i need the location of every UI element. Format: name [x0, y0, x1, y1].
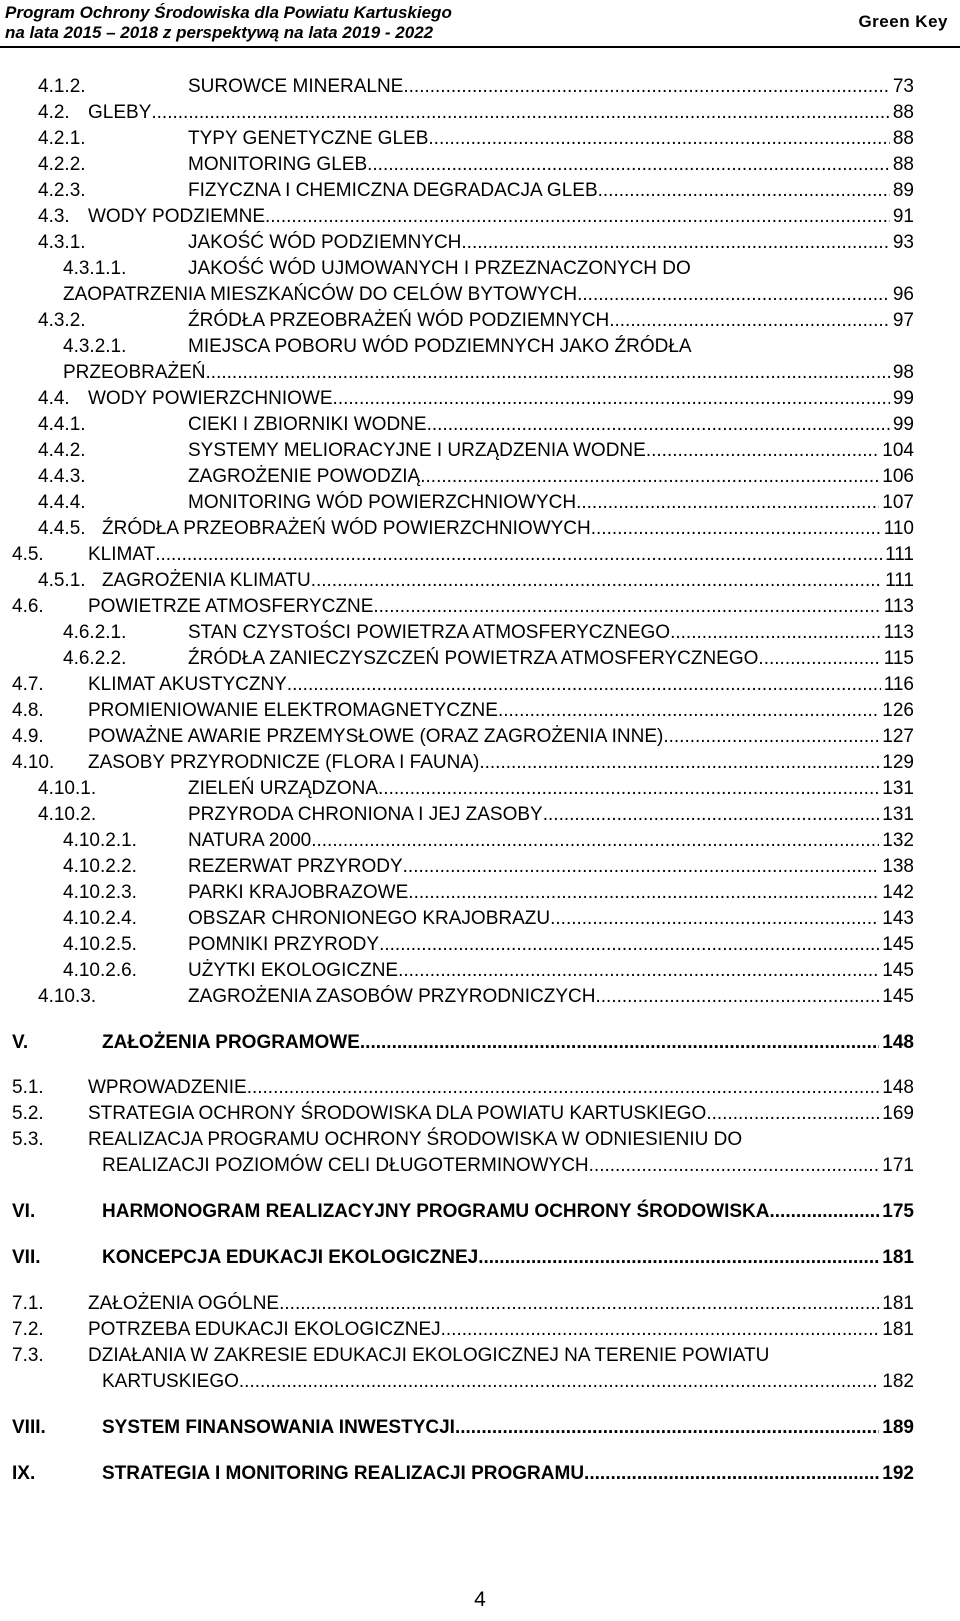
toc-entry[interactable] [0, 906, 960, 932]
toc-leader-dots [311, 828, 879, 854]
toc-entry-page: 97 [892, 310, 914, 331]
toc-entry-title: MIEJSCA POBORU WÓD PODZIEMNYCH JAKO ŹRÓDŁA [188, 336, 692, 357]
toc-leader-dots [373, 594, 880, 620]
page-number: 4 [474, 1588, 486, 1611]
toc-entry-page: 181 [882, 1247, 914, 1268]
toc-entry[interactable] [0, 74, 960, 100]
toc-entry-title: JAKOŚĆ WÓD UJMOWANYCH I PRZEZNACZONYCH DO [188, 258, 691, 279]
toc-leader-dots [646, 438, 879, 464]
page-header [0, 0, 960, 46]
toc-leader-dots [367, 152, 890, 178]
toc-entry-title: KONCEPCJA EDUKACJI EKOLOGICZNEJ [102, 1247, 479, 1268]
toc-entry-title: OBSZAR CHRONIONEGO KRAJOBRAZU [188, 908, 551, 929]
toc-entry-number: 4.2. [38, 102, 70, 123]
toc-entry[interactable] [0, 802, 960, 828]
toc-entry-title: STRATEGIA I MONITORING REALIZACJI PROGRAMU [102, 1463, 585, 1484]
toc-entry-page: 138 [882, 856, 914, 877]
toc-leader-dots [239, 1369, 879, 1395]
toc-entry-title: NATURA 2000 [188, 830, 312, 851]
toc-entry[interactable] [0, 594, 960, 620]
toc-entry-number: 4.10.2.5. [63, 934, 137, 955]
toc-entry[interactable] [0, 854, 960, 880]
toc-entry-title: MONITORING GLEB [188, 154, 368, 175]
toc-leader-dots [379, 932, 879, 958]
toc-entry-number: 5.2. [12, 1103, 44, 1124]
toc-chapter-entry[interactable] [0, 1245, 960, 1271]
toc-leader-dots [758, 646, 880, 672]
toc-entry-title: POTRZEBA EDUKACJI EKOLOGICZNEJ [88, 1319, 441, 1340]
toc-entry-page: 148 [882, 1077, 914, 1098]
toc-entry-page: 104 [882, 440, 914, 461]
toc-entry-page: 96 [892, 284, 914, 305]
toc-entry-number: 4.10.3. [38, 986, 97, 1007]
toc-leader-dots [279, 1291, 879, 1317]
toc-entry-page: 113 [883, 622, 914, 643]
toc-leader-dots [461, 230, 889, 256]
toc-entry-title: WPROWADZENIE [88, 1077, 247, 1098]
toc-entry[interactable] [0, 1317, 960, 1343]
toc-entry-number: 4.3.1.1. [63, 258, 127, 279]
toc-entry-page: 131 [882, 804, 914, 825]
toc-entry-number: 4.3.2. [38, 310, 86, 331]
toc-entry-title: PRZEOBRAŻEŃ [63, 362, 206, 383]
toc-entry[interactable] [0, 412, 960, 438]
toc-entry[interactable] [0, 178, 960, 204]
toc-entry-number: IX. [12, 1463, 36, 1484]
toc-entry-continuation[interactable] [0, 1153, 960, 1179]
toc-entry-title: ŹRÓDŁA ZANIECZYSZCZEŃ POWIETRZA ATMOSFERYCZNEGO [188, 648, 759, 669]
document-title [5, 3, 452, 43]
toc-entry-page: 91 [892, 206, 914, 227]
toc-entry-page: 88 [892, 128, 914, 149]
toc-entry-page: 131 [882, 778, 914, 799]
toc-entry-page: 145 [882, 986, 914, 1007]
toc-entry-title: PRZYRODA CHRONIONA I JEJ ZASOBY [188, 804, 543, 825]
toc-entry-page: 181 [882, 1293, 914, 1314]
toc-leader-dots [670, 620, 881, 646]
toc-leader-dots [706, 1101, 879, 1127]
toc-entry-title: SYSTEMY MELIORACYJNE I URZĄDZENIA WODNE [188, 440, 646, 461]
toc-leader-dots [311, 568, 882, 594]
toc-entry-title: POMNIKI PRZYRODY [188, 934, 380, 955]
toc-leader-dots [550, 906, 879, 932]
toc-entry[interactable] [0, 464, 960, 490]
toc-entry[interactable] [0, 542, 960, 568]
toc-entry-title: STAN CZYSTOŚCI POWIETRZA ATMOSFERYCZNEGO [188, 622, 671, 643]
toc-leader-dots [378, 776, 879, 802]
toc-entry-number: VIII. [12, 1417, 46, 1438]
toc-chapter-entry[interactable] [0, 1199, 960, 1225]
toc-entry-title: SUROWCE MINERALNE [188, 76, 404, 97]
toc-entry-title: ZIELEŃ URZĄDZONA [188, 778, 379, 799]
toc-leader-dots [287, 672, 881, 698]
toc-entry-number: 4.3.2.1. [63, 336, 127, 357]
toc-entry-page: 182 [882, 1371, 914, 1392]
toc-entry-number: 4.10.2.2. [63, 856, 137, 877]
toc-leader-dots [609, 308, 890, 334]
toc-entry[interactable] [0, 1075, 960, 1101]
toc-entry-title: DZIAŁANIA W ZAKRESIE EDUKACJI EKOLOGICZNEJ NA TERENIE POWIATU [88, 1345, 770, 1366]
toc-leader-dots [398, 958, 879, 984]
toc-entry-title: SYSTEM FINANSOWANIA INWESTYCJI [102, 1417, 455, 1438]
toc-entry-page: 171 [882, 1155, 914, 1176]
toc-entry-title: REALIZACJI POZIOMÓW CELI DŁUGOTERMINOWYCH [102, 1155, 589, 1176]
toc-leader-dots [498, 698, 879, 724]
toc-leader-dots [584, 1461, 879, 1487]
toc-entry-page: 99 [892, 388, 914, 409]
toc-entry[interactable] [0, 724, 960, 750]
toc-leader-dots [427, 412, 890, 438]
toc-entry-number: 5.1. [12, 1077, 44, 1098]
toc-entry-number: 4.2.1. [38, 128, 86, 149]
toc-entry-page: 99 [892, 414, 914, 435]
toc-entry-number: 4.6. [12, 596, 44, 617]
toc-entry-number: 4.3. [38, 206, 70, 227]
toc-entry-title: KLIMAT AKUSTYCZNY [88, 674, 287, 695]
toc-entry-number: 4.4.3. [38, 466, 86, 487]
toc-entry[interactable] [0, 1101, 960, 1127]
toc-leader-dots [441, 1317, 880, 1343]
toc-entry[interactable] [0, 334, 960, 360]
toc-leader-dots [420, 464, 879, 490]
toc-entry-title: WODY POWIERZCHNIOWE [88, 388, 333, 409]
toc-leader-dots [576, 490, 879, 516]
toc-entry-title: ZAŁOŻENIA PROGRAMOWE [102, 1032, 360, 1053]
toc-leader-dots [206, 360, 890, 386]
toc-entry[interactable] [0, 204, 960, 230]
toc-entry[interactable] [0, 646, 960, 672]
toc-entry-page: 93 [892, 232, 914, 253]
toc-entry-title: ZAŁOŻENIA OGÓLNE [88, 1293, 280, 1314]
toc-leader-dots [775, 1199, 880, 1225]
toc-entry-number: 4.1.2. [38, 76, 86, 97]
toc-entry-page: 113 [883, 596, 914, 617]
toc-entry-number: 4.2.3. [38, 180, 86, 201]
toc-chapter-entry[interactable] [0, 1461, 960, 1487]
toc-entry-page: 89 [892, 180, 914, 201]
toc-entry[interactable] [0, 776, 960, 802]
toc-entry-page: 148 [882, 1032, 914, 1053]
toc-entry-page: 110 [883, 518, 914, 539]
toc-entry-title: HARMONOGRAM REALIZACYJNY PROGRAMU OCHRONY ŚRODOWISKA. [102, 1201, 775, 1222]
toc-leader-dots [455, 1415, 879, 1441]
toc-entry-title: JAKOŚĆ WÓD PODZIEMNYCH [188, 232, 462, 253]
toc-entry[interactable] [0, 152, 960, 178]
toc-entry-number: 4.4.4. [38, 492, 86, 513]
toc-leader-dots [591, 516, 881, 542]
toc-entry[interactable] [0, 516, 960, 542]
toc-entry-title: GLEBY [88, 102, 152, 123]
toc-entry-title: POWIETRZE ATMOSFERYCZNE [88, 596, 374, 617]
toc-leader-dots [408, 880, 879, 906]
toc-leader-dots [151, 100, 889, 126]
toc-entry-page: 127 [882, 726, 914, 747]
toc-leader-dots [333, 386, 890, 412]
toc-leader-dots [663, 724, 879, 750]
toc-entry-number: 4.5.1. [38, 570, 86, 591]
toc-entry-number: V. [12, 1032, 29, 1053]
toc-entry[interactable] [0, 698, 960, 724]
toc-leader-dots [155, 542, 882, 568]
toc-entry-title: KARTUSKIEGO [102, 1371, 239, 1392]
toc-entry-title: CIEKI I ZBIORNIKI WODNE [188, 414, 427, 435]
toc-entry-number: 4.10.2. [38, 804, 97, 825]
toc-entry[interactable] [0, 1127, 960, 1153]
toc-entry-number: VI. [12, 1201, 36, 1222]
toc-entry-number: 4.6.2.1. [63, 622, 127, 643]
toc-entry[interactable] [0, 1291, 960, 1317]
toc-entry[interactable] [0, 308, 960, 334]
toc-entry-title: PARKI KRAJOBRAZOWE [188, 882, 409, 903]
toc-entry-page: 115 [883, 648, 914, 669]
toc-entry-continuation[interactable] [0, 1369, 960, 1395]
toc-entry-title: POWAŻNE AWARIE PRZEMYSŁOWE (ORAZ ZAGROŻENIA INNE) [88, 726, 664, 747]
toc-entry-number: 4.10.2.3. [63, 882, 137, 903]
toc-entry-title: UŻYTKI EKOLOGICZNE [188, 960, 399, 981]
toc-entry-number: 4.10.1. [38, 778, 97, 799]
toc-entry-number: 4.4. [38, 388, 70, 409]
toc-entry-page: 145 [882, 960, 914, 981]
toc-entry-continuation[interactable] [0, 282, 960, 308]
toc-leader-dots [403, 74, 890, 100]
toc-entry-number: 4.6.2.2. [63, 648, 127, 669]
toc-leader-dots [543, 802, 880, 828]
toc-entry-title: REZERWAT PRZYRODY [188, 856, 403, 877]
brand-name: Green Key [858, 12, 948, 31]
toc-entry-title: ŹRÓDŁA PRZEOBRAŻEŃ WÓD PODZIEMNYCH [188, 310, 610, 331]
toc-leader-dots [265, 204, 890, 230]
toc-entry-title: MONITORING WÓD POWIERZCHNIOWYCH [188, 492, 577, 513]
toc-entry-page: 111 [885, 570, 914, 591]
toc-entry-number: 4.10. [12, 752, 55, 773]
toc-entry[interactable] [0, 438, 960, 464]
toc-leader-dots [589, 1153, 880, 1179]
toc-entry-title: ZAGROŻENIE POWODZIĄ [188, 466, 421, 487]
toc-entry-number: 4.4.2. [38, 440, 86, 461]
toc-entry-page: 88 [892, 154, 914, 175]
toc-entry-number: 7.3. [12, 1345, 44, 1366]
toc-entry[interactable] [0, 620, 960, 646]
toc-entry-number: 4.7. [12, 674, 44, 695]
toc-entry-title: ZAGROŻENIA KLIMATU [102, 570, 311, 591]
toc-entry-page: 98 [892, 362, 914, 383]
toc-entry-page: 189 [882, 1417, 914, 1438]
toc-entry-page: 169 [882, 1103, 914, 1124]
toc-entry-number: 4.2.2. [38, 154, 86, 175]
toc-entry[interactable] [0, 256, 960, 282]
toc-entry-number: 4.3.1. [38, 232, 86, 253]
toc-entry-title: KLIMAT [88, 544, 156, 565]
toc-entry-title: STRATEGIA OCHRONY ŚRODOWISKA DLA POWIATU KARTUSKIEGO [88, 1103, 707, 1124]
header-divider [0, 46, 960, 48]
toc-entry-page: 142 [882, 882, 914, 903]
toc-leader-dots [360, 1030, 879, 1056]
toc-entry[interactable] [0, 984, 960, 1010]
toc-entry-page: 192 [882, 1463, 914, 1484]
toc-leader-dots [247, 1075, 880, 1101]
toc-entry-number: 4.9. [12, 726, 44, 747]
toc-leader-dots [577, 282, 890, 308]
toc-entry-number: 4.10.2.4. [63, 908, 137, 929]
toc-entry-page: 107 [882, 492, 914, 513]
toc-entry-number: VII. [12, 1247, 41, 1268]
document-title-line2: na lata 2015 – 2018 z perspektywą na lata 2019 - 2022 [5, 23, 434, 42]
toc-entry-number: 7.1. [12, 1293, 44, 1314]
toc-entry-page: 111 [885, 544, 914, 565]
toc-entry-title: ZAGROŻENIA ZASOBÓW PRZYRODNICZYCH [188, 986, 596, 1007]
toc-entry-title: ZAOPATRZENIA MIESZKAŃCÓW DO CELÓW BYTOWYCH [63, 284, 578, 305]
toc-entry-page: 181 [882, 1319, 914, 1340]
toc-entry-page: 106 [882, 466, 914, 487]
toc-entry-number: 4.4.5. [38, 518, 86, 539]
toc-leader-dots [428, 126, 889, 152]
toc-entry-number: 5.3. [12, 1129, 44, 1150]
toc-entry-title: ZASOBY PRZYRODNICZE (FLORA I FAUNA) [88, 752, 480, 773]
toc-entry[interactable] [0, 100, 960, 126]
toc-entry[interactable] [0, 126, 960, 152]
toc-entry-number: 4.8. [12, 700, 44, 721]
toc-entry-title: TYPY GENETYCZNE GLEB [188, 128, 429, 149]
toc-entry-page: 88 [892, 102, 914, 123]
toc-entry[interactable] [0, 932, 960, 958]
toc-entry[interactable] [0, 230, 960, 256]
toc-leader-dots [478, 1245, 879, 1271]
toc-entry-page: 73 [892, 76, 914, 97]
toc-chapter-entry[interactable] [0, 1415, 960, 1441]
toc-entry-page: 145 [882, 934, 914, 955]
toc-entry[interactable] [0, 750, 960, 776]
toc-entry-page: 129 [882, 752, 914, 773]
toc-entry[interactable] [0, 880, 960, 906]
toc-entry-title: REALIZACJA PROGRAMU OCHRONY ŚRODOWISKA W ODNIESIENIU DO [88, 1129, 743, 1150]
toc-entry[interactable] [0, 672, 960, 698]
toc-entry-number: 4.4.1. [38, 414, 86, 435]
toc-entry-page: 175 [882, 1201, 914, 1222]
toc-entry-title: FIZYCZNA I CHEMICZNA DEGRADACJA GLEB [188, 180, 598, 201]
toc-entry[interactable] [0, 958, 960, 984]
document-title-line1: Program Ochrony Środowiska dla Powiatu Kartuskiego [5, 3, 452, 22]
toc-entry[interactable] [0, 1343, 960, 1369]
toc-leader-dots [598, 178, 890, 204]
toc-entry-title: PROMIENIOWANIE ELEKTROMAGNETYCZNE [88, 700, 498, 721]
toc-entry-number: 7.2. [12, 1319, 44, 1340]
toc-entry[interactable] [0, 490, 960, 516]
toc-entry-number: 4.10.2.1. [63, 830, 137, 851]
toc-entry[interactable] [0, 568, 960, 594]
toc-entry[interactable] [0, 828, 960, 854]
toc-entry-page: 143 [882, 908, 914, 929]
toc-entry-page: 116 [883, 674, 914, 695]
toc-entry[interactable] [0, 386, 960, 412]
toc-leader-dots [595, 984, 879, 1010]
toc-entry-number: 4.10.2.6. [63, 960, 137, 981]
toc-entry-continuation[interactable] [0, 360, 960, 386]
toc-chapter-entry[interactable] [0, 1030, 960, 1056]
toc-entry-page: 126 [882, 700, 914, 721]
toc-entry-number: 4.5. [12, 544, 44, 565]
toc-entry-page: 132 [882, 830, 914, 851]
toc-entry-title: WODY PODZIEMNE [88, 206, 265, 227]
toc-leader-dots [479, 750, 879, 776]
toc-entry-title: ŹRÓDŁA PRZEOBRAŻEŃ WÓD POWIERZCHNIOWYCH [102, 518, 591, 539]
toc-leader-dots [403, 854, 880, 880]
